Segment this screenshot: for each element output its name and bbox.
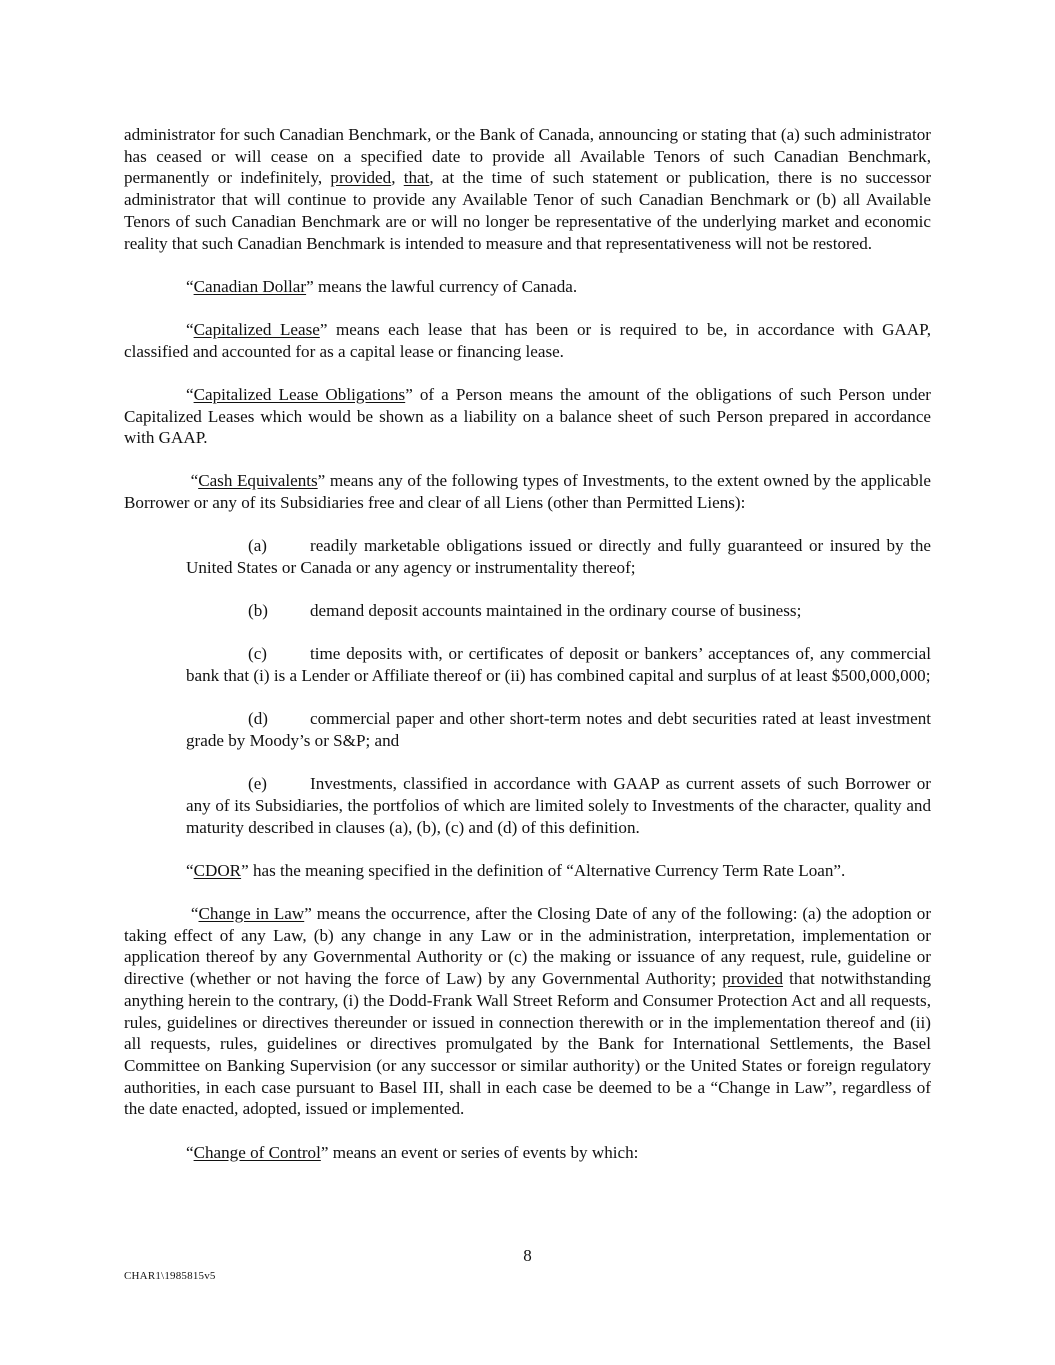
quote-open: “ xyxy=(186,1142,194,1162)
defined-term: Change in Law xyxy=(198,904,305,924)
definition-text: that notwithstanding anything herein to the contrary, (i) the Dodd-Frank Wall Street Reform and Consumer Protection Act and all requests, rules, guidelines or directives thereunder or issued in connection therewith or in the implementation thereof and (ii) all requests, rules, guidelines or directives promulgated by the Bank for International Settlements, the Basel Committee on Banking Supervision (or any successor or similar authority) or the United States or foreign regulatory authorities, in each case pursuant to Basel III, shall in each case be deemed to be a “Change in Law”, regardless of the date enacted, adopted, issued or implemented. xyxy=(124,969,936,1119)
cash-equivalents-clause-b xyxy=(186,600,931,622)
that-term: that xyxy=(403,168,430,188)
definition-change-of-control xyxy=(124,1142,931,1164)
text: administrator for such Canadian Benchmark, or the Bank of Canada, announcing or stating that (a) such administrator has ceased or will cease on a specified date to provide all Available Tenors of such Canadian Benchmark, permanently or indefinitely, xyxy=(124,125,931,188)
clause-text: readily marketable obligations issued or directly and fully guaranteed or insured by the United States or Canada or any agency or instrumentality thereof; xyxy=(186,536,931,578)
clause-tag: (b) xyxy=(248,601,268,621)
defined-term: CDOR xyxy=(193,860,242,880)
clause-tag: (c) xyxy=(248,644,267,664)
defined-term: Capitalized Lease Obligations xyxy=(193,384,406,404)
text: , at the time of such statement or publication, there is no successor administrator that will continue to provide any Available Tenor of such Canadian Benchmark or (b) all Available Tenors of such Canadian Benchmark are or will no longer be representative of the underlying market and economic reality that such Canadian Benchmark is intended to measure and that representativeness will not be restored. xyxy=(124,168,932,253)
quote-open: “ xyxy=(186,471,199,491)
clause-text: time deposits with, or certificates of deposit or bankers’ acceptances of, any commercial bank that (i) is a Lender or Affiliate thereof or (ii) has combined capital and surplus of at least $500,000,000; xyxy=(186,644,931,686)
quote-open: “ xyxy=(186,319,194,339)
quote-open: “ xyxy=(186,384,194,404)
cash-equivalents-clause-a xyxy=(186,535,931,578)
defined-term: Change of Control xyxy=(193,1142,321,1162)
definition-text: ” has the meaning specified in the definition of “Alternative Currency Term Rate Loan”. xyxy=(241,860,846,880)
benchmark-cessation-paragraph xyxy=(124,124,931,254)
defined-term: Cash Equivalents xyxy=(198,471,318,491)
clause-tag: (d) xyxy=(248,709,268,729)
clause-text: commercial paper and other short-term notes and debt securities rated at least investment grade by Moody’s or S&P; and xyxy=(186,709,931,751)
clause-text: Investments, classified in accordance with GAAP as current assets of such Borrower or any of its Subsidiaries, the portfolios of which are limited solely to Investments of the character, quality and maturity described in clauses (a), (b), (c) and (d) of this definition. xyxy=(186,774,931,837)
definition-capitalized-lease-obligations xyxy=(124,384,931,449)
provided-term: provided xyxy=(722,969,784,989)
provided-term: provided xyxy=(330,168,392,188)
defined-term: Canadian Dollar xyxy=(193,276,307,296)
definition-canadian-dollar xyxy=(124,276,931,298)
text: , xyxy=(391,168,404,188)
definition-text: ” means an event or series of events by which: xyxy=(320,1142,639,1162)
cash-equivalents-clause-e xyxy=(186,773,931,838)
definition-text: ” means any of the following types of Investments, to the extent owned by the applicable Borrower or any of its Subsidiaries free and clear of all Liens (other than Permitted Liens): xyxy=(124,471,936,513)
document-body xyxy=(124,124,936,1185)
quote-open: “ xyxy=(186,860,194,880)
definition-capitalized-lease xyxy=(124,319,931,362)
definition-cdor xyxy=(124,860,931,882)
clause-tag: (a) xyxy=(248,536,267,556)
clause-text: demand deposit accounts maintained in the ordinary course of business; xyxy=(310,601,802,621)
cash-equivalents-clause-d xyxy=(186,708,931,751)
clause-tag: (e) xyxy=(248,774,267,794)
quote-open: “ xyxy=(186,276,194,296)
definition-change-in-law xyxy=(124,903,936,1120)
defined-term: Capitalized Lease xyxy=(193,319,320,339)
definition-text: ” means each lease that has been or is required to be, in accordance with GAAP, classified and accounted for as a capital lease or financing lease. xyxy=(124,319,931,361)
definition-text: ” of a Person means the amount of the obligations of such Person under Capitalized Leases which would be shown as a liability on a balance sheet of such Person prepared in accordance with GAAP. xyxy=(124,384,931,448)
page-number: 8 xyxy=(523,1246,532,1265)
quote-open: “ xyxy=(186,904,199,924)
document-id: CHAR1\1985815v5 xyxy=(124,1270,216,1282)
definition-cash-equivalents xyxy=(124,470,936,513)
cash-equivalents-clause-c xyxy=(186,643,931,686)
definition-text: ” means the lawful currency of Canada. xyxy=(306,276,578,296)
definition-text: ” means the occurrence, after the Closing Date of any of the following: (a) the adoption or taking effect of any Law, (b) any change in any Law or in the administration, interpretation, implementation or application thereof by any Governmental Authority or (c) the making or issuance of any request, rule, guideline or directive (whether or not having the force of Law) by any Governmental Authority; xyxy=(124,904,936,989)
